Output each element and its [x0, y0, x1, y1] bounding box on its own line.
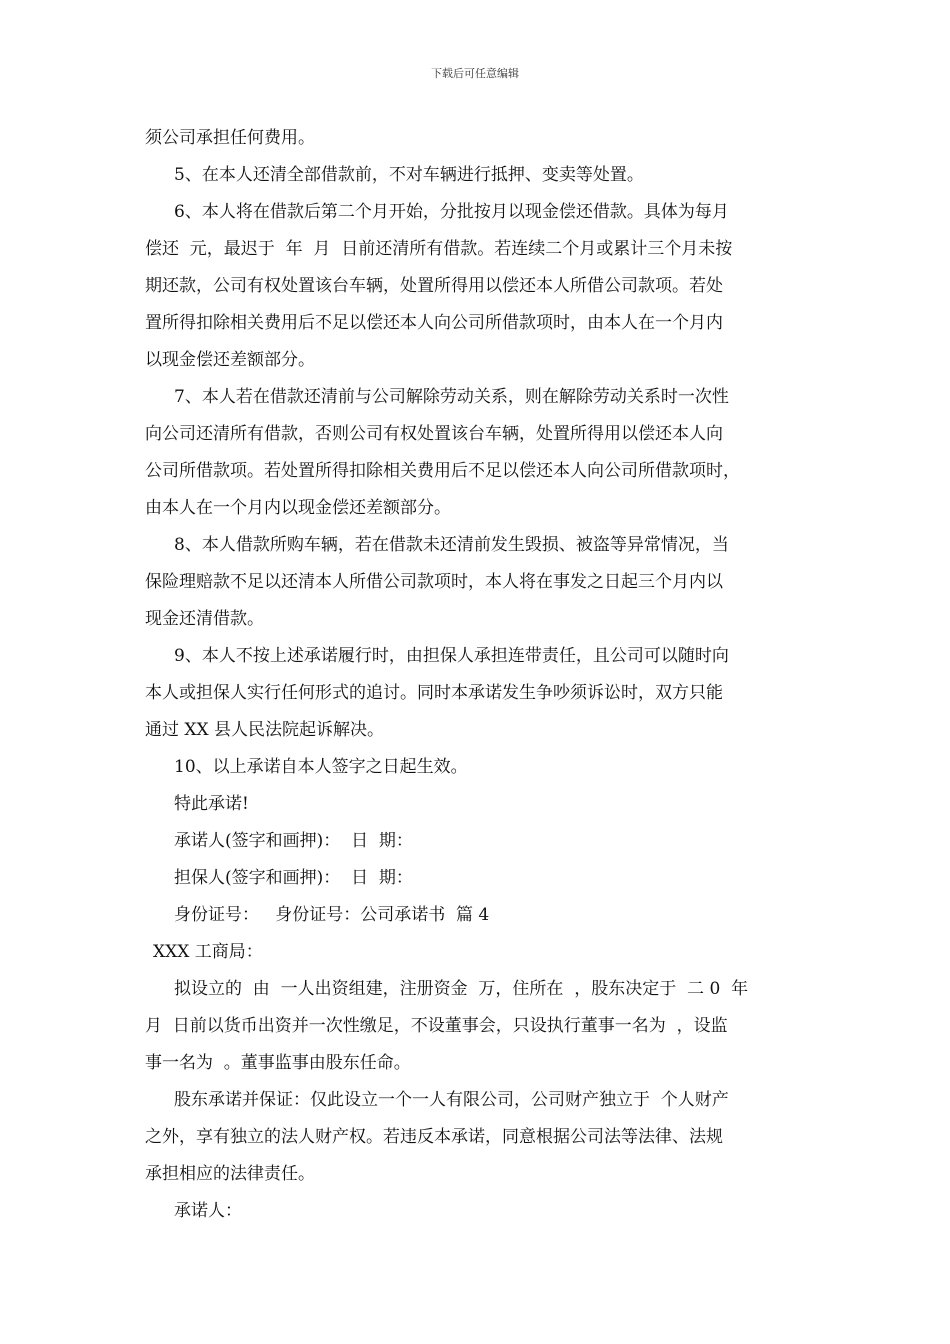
page-header: 下载后可任意编辑 — [431, 67, 519, 80]
text-line: 9、本人不按上述承诺履行时，由担保人承担连带责任，且公司可以随时向 — [174, 646, 729, 666]
text-line: 事一名为 。董事监事由股东任命。 — [145, 1053, 411, 1073]
text-line: 之外，享有独立的法人财产权。若违反本承诺，同意根据公司法等法律、法规 — [145, 1127, 723, 1147]
text-line: 须公司承担任何费用。 — [145, 128, 315, 148]
text-line: 拟设立的 由 一人出资组建，注册资金 万，住所在 ，股东决定于 二 0 年 — [174, 979, 749, 999]
text-line: 向公司还清所有借款，否则公司有权处置该台车辆，处置所得用以偿还本人向 — [145, 424, 723, 444]
document-body — [145, 120, 817, 1230]
text-line: 承诺人： — [174, 1201, 242, 1221]
text-line: 承诺人(签字和画押)： 日 期： — [174, 831, 413, 851]
text-line: 置所得扣除相关费用后不足以偿还本人向公司所借款项时，由本人在一个月内 — [145, 313, 723, 333]
text-line: 期还款，公司有权处置该台车辆，处置所得用以偿还本人所借公司款项。若处 — [145, 276, 723, 296]
text-line: 本人或担保人实行任何形式的追讨。同时本承诺发生争吵须诉讼时，双方只能 — [145, 683, 723, 703]
text-line: 6、本人将在借款后第二个月开始，分批按月以现金偿还借款。具体为每月 — [174, 202, 729, 222]
text-line: 承担相应的法律责任。 — [145, 1164, 315, 1184]
text-line: 由本人在一个月内以现金偿还差额部分。 — [145, 498, 451, 518]
text-line: 5、在本人还清全部借款前，不对车辆进行抵押、变卖等处置。 — [174, 165, 644, 185]
text-line: 以现金偿还差额部分。 — [145, 350, 315, 370]
text-line: 现金还清借款。 — [145, 609, 264, 629]
text-line: 偿还 元，最迟于 年 月 日前还清所有借款。若连续二个月或累计三个月未按 — [145, 239, 733, 259]
text-line: 身份证号： 身份证号：公司承诺书 篇 4 — [174, 905, 490, 925]
text-line: 8、本人借款所购车辆，若在借款未还清前发生毁损、被盗等异常情况，当 — [174, 535, 729, 555]
text-line: 保险理赔款不足以还清本人所借公司款项时，本人将在事发之日起三个月内以 — [145, 572, 723, 592]
text-line: 公司所借款项。若处置所得扣除相关费用后不足以偿还本人向公司所借款项时， — [145, 461, 740, 481]
text-line: 通过 XX 县人民法院起诉解决。 — [145, 720, 385, 740]
text-line: 月 日前以货币出资并一次性缴足，不设董事会，只设执行董事一名为 ，设监 — [145, 1016, 728, 1036]
text-line: 7、本人若在借款还清前与公司解除劳动关系，则在解除劳动关系时一次性 — [174, 387, 729, 407]
text-line: 股东承诺并保证：仅此设立一个一人有限公司，公司财产独立于 个人财产 — [174, 1090, 729, 1110]
text-line: XXX 工商局： — [153, 942, 263, 962]
text-line: 特此承诺! — [174, 794, 249, 814]
text-line: 担保人(签字和画押)： 日 期： — [174, 868, 413, 888]
text-line: 10、以上承诺自本人签字之日起生效。 — [174, 757, 468, 777]
